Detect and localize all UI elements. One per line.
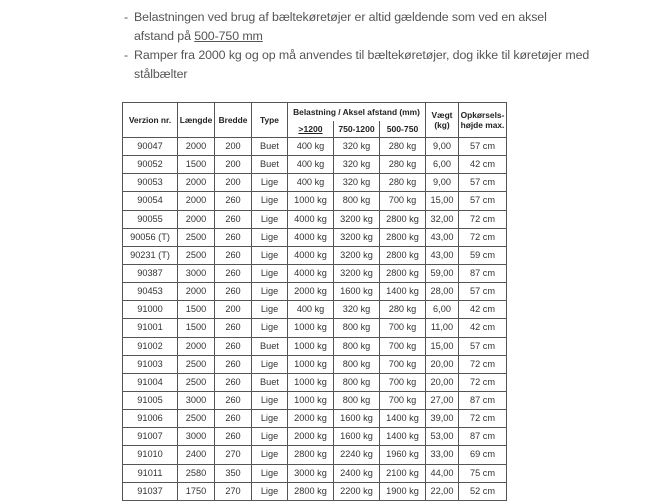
load-500-750-cell: 700 kg: [380, 337, 426, 355]
length-cell: 2500: [178, 228, 215, 246]
max-height-cell: 42 cm: [459, 156, 507, 174]
header-max-height-line2: højde max.: [460, 120, 505, 130]
note-item: [124, 8, 644, 46]
load-over-1200-cell: 4000 kg: [288, 264, 334, 282]
header-load-over-1200: >1200: [288, 121, 334, 138]
width-cell: 200: [215, 174, 252, 192]
max-height-cell: 72 cm: [459, 228, 507, 246]
load-over-1200-cell: 3000 kg: [288, 464, 334, 482]
load-over-1200-cell: 2800 kg: [288, 446, 334, 464]
load-over-1200-cell: 1000 kg: [288, 373, 334, 391]
width-cell: 260: [215, 410, 252, 428]
max-height-cell: 42 cm: [459, 301, 507, 319]
weight-cell: 32,00: [426, 210, 459, 228]
header-weight-line1: Vægt: [431, 110, 453, 120]
length-cell: 2000: [178, 210, 215, 228]
load-500-750-cell: 1400 kg: [380, 428, 426, 446]
load-750-1200-cell: 1600 kg: [334, 428, 380, 446]
load-750-1200-cell: 320 kg: [334, 138, 380, 156]
width-cell: 260: [215, 283, 252, 301]
max-height-cell: 87 cm: [459, 391, 507, 409]
header-version: Verzion nr.: [123, 103, 178, 138]
load-750-1200-cell: 320 kg: [334, 174, 380, 192]
load-over-1200-cell: 1000 kg: [288, 319, 334, 337]
width-cell: 200: [215, 138, 252, 156]
table-body: [123, 138, 507, 501]
weight-cell: 22,00: [426, 482, 459, 500]
table-row: [123, 210, 507, 228]
version-cell: 91011: [123, 464, 178, 482]
load-750-1200-cell: 320 kg: [334, 156, 380, 174]
load-over-1200-cell: 4000 kg: [288, 246, 334, 264]
load-500-750-cell: 280 kg: [380, 174, 426, 192]
width-cell: 270: [215, 482, 252, 500]
load-over-1200-cell: 2000 kg: [288, 283, 334, 301]
width-cell: 350: [215, 464, 252, 482]
note-item: [124, 46, 644, 84]
load-over-1200-cell: 1000 kg: [288, 355, 334, 373]
weight-cell: 9,00: [426, 174, 459, 192]
type-cell: Lige: [252, 319, 288, 337]
length-cell: 2500: [178, 373, 215, 391]
table-row: [123, 156, 507, 174]
width-cell: 260: [215, 319, 252, 337]
type-cell: Buet: [252, 373, 288, 391]
note-text-continued: stålbælter: [134, 67, 188, 81]
table-row: [123, 228, 507, 246]
length-cell: 3000: [178, 391, 215, 409]
load-over-1200-cell: 2000 kg: [288, 410, 334, 428]
length-cell: 2000: [178, 283, 215, 301]
type-cell: Lige: [252, 464, 288, 482]
length-cell: 2000: [178, 337, 215, 355]
max-height-cell: 87 cm: [459, 264, 507, 282]
header-width: Bredde: [215, 103, 252, 138]
load-500-750-cell: 2800 kg: [380, 264, 426, 282]
length-cell: 2000: [178, 174, 215, 192]
load-500-750-cell: 280 kg: [380, 138, 426, 156]
table-row: [123, 337, 507, 355]
table-row: [123, 446, 507, 464]
length-cell: 2400: [178, 446, 215, 464]
header-type: Type: [252, 103, 288, 138]
length-cell: 2580: [178, 464, 215, 482]
load-over-1200-cell: 1000 kg: [288, 192, 334, 210]
width-cell: 200: [215, 156, 252, 174]
type-cell: Lige: [252, 446, 288, 464]
load-over-1200-cell: 400 kg: [288, 138, 334, 156]
header-weight: [426, 103, 459, 138]
weight-cell: 28,00: [426, 283, 459, 301]
width-cell: 260: [215, 428, 252, 446]
version-cell: 90053: [123, 174, 178, 192]
version-cell: 90231 (T): [123, 246, 178, 264]
weight-cell: 44,00: [426, 464, 459, 482]
load-750-1200-cell: 800 kg: [334, 337, 380, 355]
load-750-1200-cell: 800 kg: [334, 373, 380, 391]
type-cell: Lige: [252, 174, 288, 192]
max-height-cell: 72 cm: [459, 410, 507, 428]
table-header: [123, 103, 507, 138]
load-750-1200-cell: 320 kg: [334, 301, 380, 319]
length-cell: 1500: [178, 156, 215, 174]
note-text-prefix: afstand på: [134, 29, 195, 43]
width-cell: 260: [215, 246, 252, 264]
load-500-750-cell: 700 kg: [380, 391, 426, 409]
max-height-cell: 57 cm: [459, 337, 507, 355]
length-cell: 1500: [178, 301, 215, 319]
load-750-1200-cell: 800 kg: [334, 391, 380, 409]
type-cell: Buet: [252, 337, 288, 355]
type-cell: Lige: [252, 283, 288, 301]
width-cell: 260: [215, 192, 252, 210]
load-500-750-cell: 1400 kg: [380, 410, 426, 428]
load-over-1200-cell: 400 kg: [288, 174, 334, 192]
axle-distance-link[interactable]: 500-750 mm: [194, 29, 263, 43]
load-750-1200-cell: 2240 kg: [334, 446, 380, 464]
version-cell: 91005: [123, 391, 178, 409]
ramp-spec-table: [122, 102, 507, 501]
load-500-750-cell: 700 kg: [380, 192, 426, 210]
header-length: Længde: [178, 103, 215, 138]
weight-cell: 39,00: [426, 410, 459, 428]
type-cell: Lige: [252, 428, 288, 446]
type-cell: Lige: [252, 192, 288, 210]
weight-cell: 20,00: [426, 355, 459, 373]
load-750-1200-cell: 3200 kg: [334, 210, 380, 228]
weight-cell: 27,00: [426, 391, 459, 409]
table-row: [123, 428, 507, 446]
load-750-1200-cell: 3200 kg: [334, 246, 380, 264]
max-height-cell: 42 cm: [459, 319, 507, 337]
load-750-1200-cell: 1600 kg: [334, 410, 380, 428]
table-row: [123, 355, 507, 373]
weight-cell: 11,00: [426, 319, 459, 337]
load-over-1200-cell: 4000 kg: [288, 228, 334, 246]
load-750-1200-cell: 2200 kg: [334, 482, 380, 500]
width-cell: 260: [215, 337, 252, 355]
width-cell: 260: [215, 373, 252, 391]
load-750-1200-cell: 800 kg: [334, 192, 380, 210]
load-over-1200-cell: 1000 kg: [288, 337, 334, 355]
version-cell: 91007: [123, 428, 178, 446]
load-500-750-cell: 700 kg: [380, 319, 426, 337]
version-cell: 91002: [123, 337, 178, 355]
max-height-cell: 75 cm: [459, 464, 507, 482]
table-row: [123, 192, 507, 210]
header-weight-line2: (kg): [434, 120, 450, 130]
width-cell: 200: [215, 301, 252, 319]
load-750-1200-cell: 2400 kg: [334, 464, 380, 482]
max-height-cell: 72 cm: [459, 355, 507, 373]
length-cell: 3000: [178, 428, 215, 446]
type-cell: Lige: [252, 410, 288, 428]
version-cell: 90055: [123, 210, 178, 228]
header-max-height-line1: Opkørsels-: [460, 110, 505, 120]
table-row: [123, 391, 507, 409]
max-height-cell: 57 cm: [459, 174, 507, 192]
type-cell: Lige: [252, 246, 288, 264]
load-500-750-cell: 2800 kg: [380, 210, 426, 228]
load-over-1200-cell: 4000 kg: [288, 210, 334, 228]
table-row: [123, 264, 507, 282]
header-max-height: [459, 103, 507, 138]
type-cell: Lige: [252, 264, 288, 282]
max-height-cell: 87 cm: [459, 428, 507, 446]
header-load-750-1200: 750-1200: [334, 121, 380, 138]
width-cell: 260: [215, 210, 252, 228]
table-row: [123, 246, 507, 264]
table-row: [123, 319, 507, 337]
weight-cell: 20,00: [426, 373, 459, 391]
type-cell: Lige: [252, 391, 288, 409]
bullet-dash: -: [124, 10, 129, 24]
length-cell: 2500: [178, 246, 215, 264]
weight-cell: 43,00: [426, 246, 459, 264]
version-cell: 91004: [123, 373, 178, 391]
load-500-750-cell: 2100 kg: [380, 464, 426, 482]
load-500-750-cell: 1900 kg: [380, 482, 426, 500]
version-cell: 91001: [123, 319, 178, 337]
note-text: Ramper fra 2000 kg og op må anvendes til bæltekøretøjer, dog ikke til køretøjer med: [134, 48, 590, 62]
version-cell: 91006: [123, 410, 178, 428]
length-cell: 2000: [178, 138, 215, 156]
table-row: [123, 464, 507, 482]
load-750-1200-cell: 3200 kg: [334, 264, 380, 282]
version-cell: 90047: [123, 138, 178, 156]
load-750-1200-cell: 1600 kg: [334, 283, 380, 301]
weight-cell: 53,00: [426, 428, 459, 446]
header-load-title: Belastning / Aksel afstand (mm): [288, 103, 426, 121]
version-cell: 91010: [123, 446, 178, 464]
version-cell: 91000: [123, 301, 178, 319]
length-cell: 2500: [178, 355, 215, 373]
load-750-1200-cell: 800 kg: [334, 319, 380, 337]
width-cell: 260: [215, 355, 252, 373]
table-row: [123, 174, 507, 192]
max-height-cell: 59 cm: [459, 246, 507, 264]
version-cell: 90054: [123, 192, 178, 210]
length-cell: 2000: [178, 192, 215, 210]
type-cell: Lige: [252, 210, 288, 228]
load-over-1200-cell: 1000 kg: [288, 391, 334, 409]
max-height-cell: 69 cm: [459, 446, 507, 464]
length-cell: 1750: [178, 482, 215, 500]
type-cell: Lige: [252, 301, 288, 319]
type-cell: Lige: [252, 228, 288, 246]
version-cell: 91003: [123, 355, 178, 373]
max-height-cell: 72 cm: [459, 373, 507, 391]
length-cell: 3000: [178, 264, 215, 282]
load-over-1200-cell: 2800 kg: [288, 482, 334, 500]
load-500-750-cell: 280 kg: [380, 156, 426, 174]
load-over-1200-cell: 400 kg: [288, 301, 334, 319]
load-500-750-cell: 1400 kg: [380, 283, 426, 301]
type-cell: Lige: [252, 355, 288, 373]
table-row: [123, 283, 507, 301]
length-cell: 1500: [178, 319, 215, 337]
load-500-750-cell: 700 kg: [380, 373, 426, 391]
type-cell: Lige: [252, 482, 288, 500]
weight-cell: 59,00: [426, 264, 459, 282]
load-500-750-cell: 700 kg: [380, 355, 426, 373]
type-cell: Buet: [252, 138, 288, 156]
table-row: [123, 373, 507, 391]
bullet-dash: -: [124, 48, 129, 62]
table-row: [123, 482, 507, 500]
header-load-500-750: 500-750: [380, 121, 426, 138]
version-cell: 90453: [123, 283, 178, 301]
table-row: [123, 410, 507, 428]
load-over-1200-cell: 400 kg: [288, 156, 334, 174]
note-text: Belastningen ved brug af bæltekøretøjer er altid gældende som ved en aksel: [134, 10, 547, 24]
max-height-cell: 57 cm: [459, 283, 507, 301]
width-cell: 260: [215, 391, 252, 409]
table-row: [123, 138, 507, 156]
width-cell: 270: [215, 446, 252, 464]
note-text-continued: [134, 27, 644, 46]
length-cell: 2500: [178, 410, 215, 428]
load-500-750-cell: 1960 kg: [380, 446, 426, 464]
weight-cell: 9,00: [426, 138, 459, 156]
max-height-cell: 57 cm: [459, 138, 507, 156]
max-height-cell: 52 cm: [459, 482, 507, 500]
load-over-1200-cell: 2000 kg: [288, 428, 334, 446]
version-cell: 90387: [123, 264, 178, 282]
type-cell: Buet: [252, 156, 288, 174]
weight-cell: 15,00: [426, 337, 459, 355]
load-500-750-cell: 2800 kg: [380, 228, 426, 246]
version-cell: 91037: [123, 482, 178, 500]
max-height-cell: 72 cm: [459, 210, 507, 228]
weight-cell: 6,00: [426, 156, 459, 174]
load-750-1200-cell: 800 kg: [334, 355, 380, 373]
table-row: [123, 301, 507, 319]
version-cell: 90052: [123, 156, 178, 174]
load-750-1200-cell: 3200 kg: [334, 228, 380, 246]
weight-cell: 15,00: [426, 192, 459, 210]
weight-cell: 33,00: [426, 446, 459, 464]
weight-cell: 6,00: [426, 301, 459, 319]
load-500-750-cell: 280 kg: [380, 301, 426, 319]
width-cell: 260: [215, 228, 252, 246]
weight-cell: 43,00: [426, 228, 459, 246]
load-500-750-cell: 2800 kg: [380, 246, 426, 264]
width-cell: 260: [215, 264, 252, 282]
notes-block: [124, 8, 644, 84]
max-height-cell: 57 cm: [459, 192, 507, 210]
version-cell: 90056 (T): [123, 228, 178, 246]
